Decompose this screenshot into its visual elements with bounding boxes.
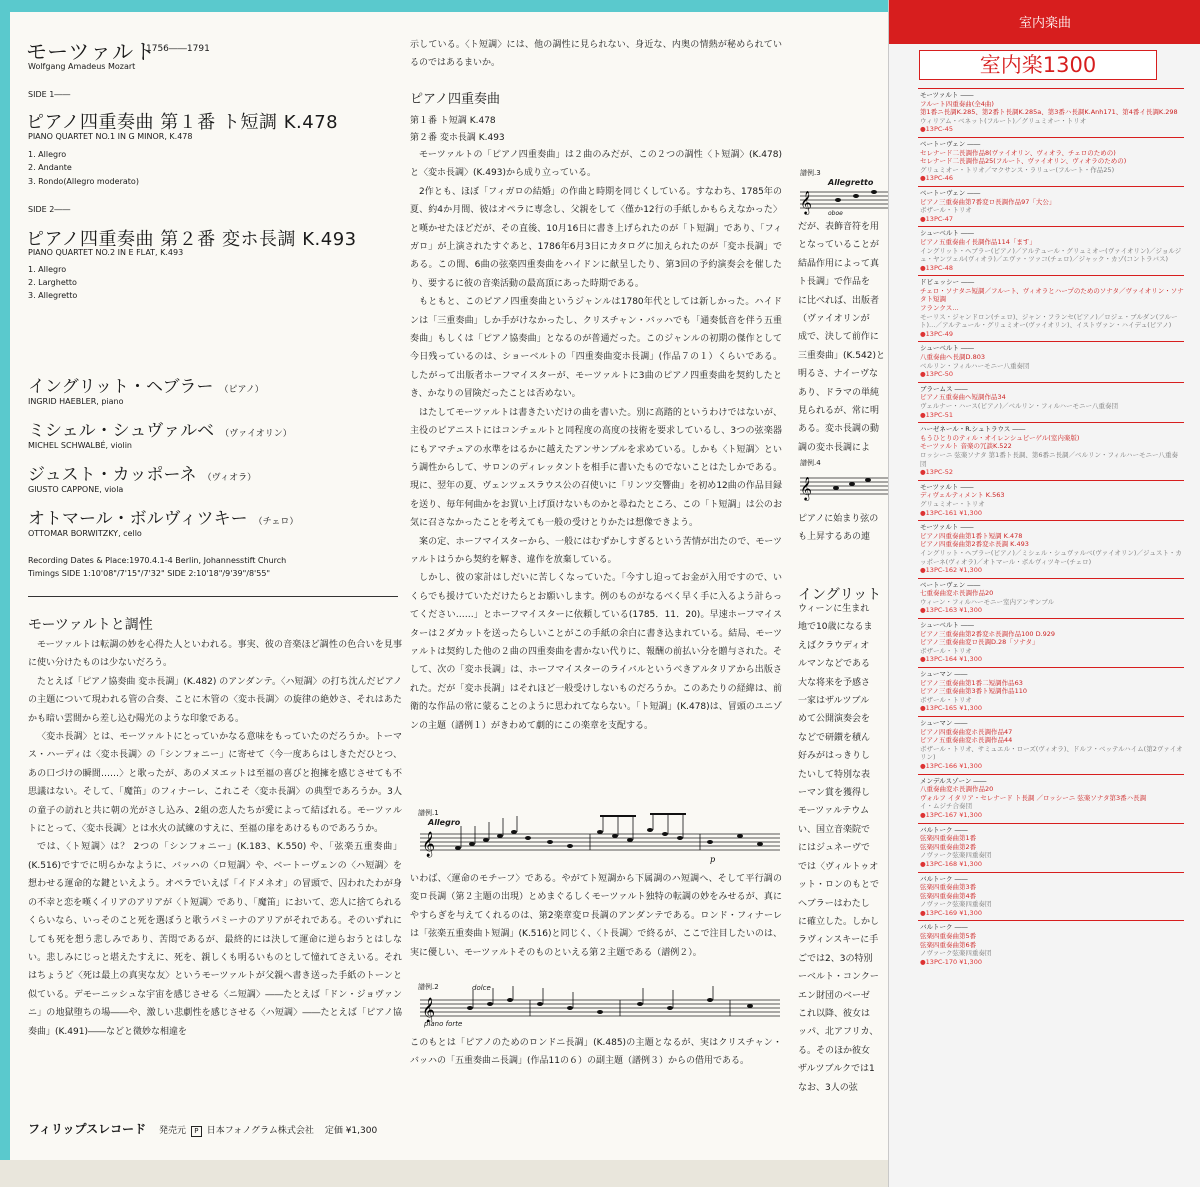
col3-line: たいして特別な表 xyxy=(798,769,871,780)
col3-line: あり、ドラマの単純 xyxy=(798,387,880,398)
col2-after-example2-text: このもとは「ピアノのためのロンドニ長調」(K.485)の主題となるが、実はクリスチャン・バッハの「五重奏曲ニ長調」(作品11の６）の副主題（譜例３）からの借用である。 xyxy=(410,1038,782,1067)
catalog-entry-cat: ●13PC-161 ¥1,300 xyxy=(920,508,982,517)
catalog-entry-title: フルート四重奏曲(全4曲) xyxy=(920,99,994,108)
col2-top-paragraph xyxy=(410,36,782,73)
example3-part: oboe xyxy=(828,210,843,217)
example2-dynamics: piano forte xyxy=(424,1020,463,1028)
catalog-entry-cat: ●13PC-169 ¥1,300 xyxy=(920,908,982,917)
catalog-entry-composer: ハーゼネール・R.シュトラウス ―― xyxy=(920,425,1026,434)
catalog-entry-title: ピアノ三重奏曲第7番変ロ長調作品97「大公」 xyxy=(920,197,1056,206)
col3-line: となっていることが xyxy=(798,240,880,251)
col3-line: エン財団のベーゼ xyxy=(798,990,870,1001)
catalog-entry xyxy=(918,382,1184,422)
catalog-entry-composer: シューベルト ―― xyxy=(920,344,974,353)
catalog-entry-cat: ●13PC-50 xyxy=(920,370,954,379)
catalog-entry-cat: ●13PC-48 xyxy=(920,263,954,272)
catalog-entry-cat: ●13PC-52 xyxy=(920,468,954,477)
catalog-entry-composer: モーツァルト ―― xyxy=(920,523,974,532)
col2-paragraph: 案の定、ホーフマイスターから、一般にはむずかしすぎるという苦情が出たので、モーツァルトはうから契約を解き、違作を放棄している。 xyxy=(410,536,782,565)
catalog-entry-detail: フランクス… xyxy=(920,304,959,313)
col3-line: ヘブラーはわたし xyxy=(798,898,870,909)
artist-schwalbe-en: MICHEL SCHWALBÉ, violin xyxy=(28,441,132,450)
col3-line: ルマンなどである xyxy=(798,659,871,670)
col3-line: 一家はザルツブル xyxy=(798,696,870,707)
record-company-icon: P xyxy=(191,1126,202,1137)
col3-line: ット・ロンのもとで xyxy=(798,880,880,891)
catalog-entry-composer: ベートーヴェン ―― xyxy=(920,580,981,589)
catalog-entry-cat: ●13PC-165 ¥1,300 xyxy=(920,704,982,713)
artist-borwitzky: オトマール・ボルヴィツキー （チェロ） xyxy=(28,509,299,529)
music-example-1 xyxy=(410,808,790,864)
catalog-entry-detail: 弦楽四重奏曲第2番 xyxy=(920,842,977,851)
catalog-entry-composer: ベートーヴェン ―― xyxy=(920,139,981,148)
catalog-entry-detail: ピアノ三重奏曲第3番ト短調作品110 xyxy=(920,687,1028,696)
artist-schwalbe: ミシェル・シュヴァルベ （ヴァイオリン） xyxy=(28,421,292,441)
catalog-entry-perf: ノヴァーク弦楽四重奏団 xyxy=(920,900,992,909)
col3-line: ーマン賞を獲得し xyxy=(798,788,871,799)
composer-years: 1756――1791 xyxy=(146,44,210,54)
catalog-entry xyxy=(918,88,1184,137)
obi-catalog-list xyxy=(918,88,1184,969)
side2-subtitle: PIANO QUARTET NO.2 IN E FLAT, K.493 xyxy=(28,248,184,257)
side1-movement-2: 2. Andante xyxy=(28,163,72,172)
catalog-entry-composer: モーツァルト ―― xyxy=(920,482,974,491)
recording-timings: Timings SIDE 1:10'08"/7'15"/7'32" SIDE 2:10'18"/9'39"/8'55" xyxy=(28,569,271,578)
example1-staff-svg xyxy=(410,808,790,864)
catalog-entry xyxy=(918,618,1184,667)
essay-heading: モーツァルトと調性 xyxy=(28,617,153,633)
side1-title: ピアノ四重奏曲 第１番 ト短調 K.478 xyxy=(26,112,339,133)
col2-paragraph: はたしてモーツァルトは書きたいだけの曲を書いた。別に高踏的というわけではないが、主役のピアニストにはコンチェルトと同程度の高度の技術を要求しているし、3つの弦楽器にもアマチュアの水準をはるかに越えたアンサンブルを求めている。しかも〈ト短調〉という調性からして、サロンのディレッタントを相手に書いたものでないことはたしかである。現に、翌年の夏、ヴェンツェスラウス公の召使いに「リンツ交響曲」を初め12曲の作品目録を送り、毎年何曲かをお買い上げ頂けないものかと尋ねたところ、この「ト短調」は公のお気に召さなかったことを考えても一般の受けとりかたは想像できよう。 xyxy=(410,407,782,529)
catalog-entry-title: ピアノ五重奏曲ヘ短調作品34 xyxy=(920,393,1006,402)
essay-body xyxy=(28,636,402,1041)
catalog-entry-title: ディヴェルティメント K.563 xyxy=(920,491,1005,500)
col3-line: なお、3人の弦 xyxy=(798,1082,858,1093)
catalog-entry-title: ピアノ四重奏曲変ホ長調作品47 xyxy=(920,727,1013,736)
artist-cappone: ジュスト・カッポーネ （ヴィオラ） xyxy=(28,465,257,485)
catalog-entry-perf: ノヴァーク弦楽四重奏団 xyxy=(920,851,992,860)
distributor-label: 発売元 xyxy=(158,1126,186,1136)
col3-line: 三重奏曲」(K.542)と xyxy=(798,350,885,361)
composer-name-en: Wolfgang Amadeus Mozart xyxy=(28,62,136,71)
catalog-entry-detail: セレナード二長調作品25(フルート、ヴァイオリン、ヴィオラのための) xyxy=(920,157,1127,166)
catalog-entry-composer: バルトーク ―― xyxy=(920,874,968,883)
col3-line: ある。変ホ長調の動 xyxy=(798,424,880,435)
catalog-entry-title: 弦楽四重奏曲第1番 xyxy=(920,834,977,843)
catalog-entry-perf: イングリット・ヘブラー(ピアノ)／ミシェル・シュヴァルベ(ヴァイオリン)／ジュスト・カッポーネ(ヴィオラ)／オトマール・ボルヴィツキー(チェロ) xyxy=(920,548,1182,566)
catalog-entry-perf: ウィーン・フィルハーモニー室内アンサンブル xyxy=(920,597,1055,606)
catalog-entry-detail: ピアノ五重奏曲変ホ長調作品44 xyxy=(920,736,1013,745)
catalog-entry-detail: 弦楽四重奏曲第6番 xyxy=(920,940,977,949)
catalog-entry-title: 八重奏曲ヘ長調D.803 xyxy=(920,353,985,362)
catalog-entry-title: チェロ・ソナタニ短調／フルート、ヴィオラとハープのためのソナタ／ヴァイオリン・ソナタト短調 xyxy=(920,286,1184,304)
col3-line: 見られるが、常に明 xyxy=(798,406,880,417)
col3-line: 地で10歳になるま xyxy=(798,622,873,633)
svg-text:p: p xyxy=(710,855,716,864)
catalog-entry-title: 弦楽四重奏曲第5番 xyxy=(920,932,977,941)
catalog-entry-title: ピアノ四重奏曲第1番ト短調 K.478 xyxy=(920,531,1023,540)
catalog-entry-title: ピアノ五重奏曲イ長調作品114「ます」 xyxy=(920,237,1036,246)
col3-line: 大な将来を予感さ xyxy=(798,677,871,688)
catalog-entry xyxy=(918,480,1184,520)
col3-line: る。そのほか彼女 xyxy=(798,1045,871,1056)
obi-category: 室内楽曲 xyxy=(1018,16,1071,31)
side1-subtitle: PIANO QUARTET NO.1 IN G MINOR, K.478 xyxy=(28,132,193,141)
catalog-entry-perf: ヴェルナー・ハース(ピアノ)／ベルリン・フィルハーモニー八重奏団 xyxy=(920,402,1118,410)
catalog-entry xyxy=(918,920,1184,969)
catalog-entry-title: ピアノ三重奏曲第2番変ホ長調作品100 D.929 xyxy=(920,629,1056,638)
catalog-entry-detail: ピアノ四重奏曲第2番変ホ長調 K.493 xyxy=(920,540,1029,549)
catalog-entry-cat: ●13PC-49 xyxy=(920,329,954,338)
essay-paragraph: 〈変ホ長調〉とは、モーツァルトにとっていかなる意味をもっていたのだろうか。トーマス・ハーディは〈変ホ長調〉の「シンフォニー」に寄せて〈今一度あらはしきただひとつ、あの口づけの瞬間……〉と歌ったが、あのメヌエットは至福の喜びと抱擁を感じさせても不思議はない。そして、「魔笛」のフィナーレ、これこそ〈変ホ長調〉の典型であろうか。3人の童子の訪れと共に朝の光がさし込み、2組の恋人たちが愛によって結ばれる。モーツァルトにとって、〈変ホ長調〉とは水火の試練のすえに、至福の扉をあけるものであろうか。 xyxy=(28,732,402,835)
catalog-entry xyxy=(918,667,1184,716)
col2-after-example1 xyxy=(410,870,782,962)
catalog-entry xyxy=(918,226,1184,275)
catalog-entry xyxy=(918,774,1184,823)
composer-name: モーツァルト xyxy=(26,40,157,64)
svg-text:𝄞: 𝄞 xyxy=(422,998,436,1022)
catalog-entry-composer: バルトーク ―― xyxy=(920,825,968,834)
catalog-entry-title: 八重奏曲変ホ長調作品20 xyxy=(920,785,994,794)
catalog-entry xyxy=(918,872,1184,921)
catalog-entry-cat: ●13PC-46 xyxy=(920,174,954,183)
col2-body xyxy=(410,146,782,735)
col3-line: に比べれば、出版者 xyxy=(798,295,880,306)
catalog-entry-composer: ベートーヴェン ―― xyxy=(920,188,981,197)
col3-line: ーベルト・コンクー xyxy=(798,972,879,983)
col3-line: ト長調」で作品を xyxy=(798,277,871,288)
svg-text:𝄞: 𝄞 xyxy=(422,832,436,857)
catalog-entry-cat: ●13PC-47 xyxy=(920,214,954,223)
col3-line: 調の変ホ長調によ xyxy=(798,442,871,453)
col3-text-b xyxy=(798,510,888,547)
col3-text-a xyxy=(798,218,888,457)
catalog-entry-cat: ●13PC-162 ¥1,300 xyxy=(920,566,982,575)
col3-line: では〈ヴィルトゥオ xyxy=(798,861,879,872)
col2-sub2: 第２番 変ホ長調 K.493 xyxy=(410,133,505,143)
catalog-entry-title: ピアノ三重奏曲第1番二短調作品63 xyxy=(920,678,1023,687)
example4-label: 譜例.4 xyxy=(800,459,821,467)
catalog-entry-detail: 第1番ニ長調K.285、第2番ト長調K.285a、第3番ハ長調K.Anh171、第4番イ長調K.298 xyxy=(920,108,1178,117)
catalog-entry-perf: ロッシーニ 弦楽ソナタ 第1番ト長調、第6番ニ長調／ベルリン・フィルハーモニー八重奏団 xyxy=(920,450,1178,468)
col2-after-example1-text: いわば、〈運命のモチーフ〉である。やがてト短調から下属調のハ短調へ、そして平行調の変ロ長調（第２主題の出現）とめまぐるしくモーツァルト独特の転調の妙をみせるが、真にやすらぎを与えてくれるのは、第2楽章変ロ長調のアンダンテである。ロンド・フィナーレは「弦楽五重奏曲ト短調」(K.516)と同じく、〈ト長調〉で終るが、ここで注目したいのは、実に優しい、モーツァルトそのものといえる第２主題である（譜例２）。 xyxy=(410,874,782,958)
col2-paragraph: モーツァルトの「ピアノ四重奏曲」は２曲のみだが、この２つの調性〈ト短調〉(K.478)と〈変ホ長調〉(K.493)から成り立っている。 xyxy=(410,150,782,179)
catalog-entry-perf: モーリス・ジャンドロン(チェロ)、ジャン・フランセ(ピアノ)／ロジェ・ブルダン(フルート)…／アルテュール・グリュミオー(ヴァイオリン)、イストヴァン・ハイデュ(ピアノ) xyxy=(920,312,1178,330)
artist-haebler-en: INGRID HAEBLER, piano xyxy=(28,397,124,406)
example3-tempo: Allegretto xyxy=(828,178,874,187)
side2-movement-2: 2. Larghetto xyxy=(28,278,77,287)
catalog-entry-cat: ●13PC-45 xyxy=(920,125,954,134)
catalog-entry-composer: シューベルト ―― xyxy=(920,229,974,238)
col2-sub1: 第１番 ト短調 K.478 xyxy=(410,116,496,126)
col3-line: にはジュネーヴで xyxy=(798,843,870,854)
col3-line: これ以降、彼女は xyxy=(798,1008,871,1019)
catalog-entry-perf: イングリット・ヘブラー(ピアノ)／アルテュール・グリュミオー(ヴァイオリン)／ジョルジュ・ヤンツェル(ヴィオラ)／エヴァ・ツァコ(チェロ)／ジャック・カゾ(コントラバス) xyxy=(920,246,1182,264)
col3-line: に確立した。しかし xyxy=(798,916,880,927)
col3-heading: イングリット xyxy=(798,587,882,603)
col3-line: 明るさ、ナイーヴな xyxy=(798,369,879,380)
example2-label: 譜例.2 xyxy=(418,983,439,991)
catalog-entry xyxy=(918,137,1184,186)
catalog-entry-cat: ●13PC-164 ¥1,300 xyxy=(920,655,982,664)
col2-section-head: ピアノ四重奏曲 xyxy=(410,92,500,107)
catalog-entry-perf: ボザール・トリオ、サミュエル・ローズ(ヴィオラ)、ドルフ・ベッテルハイム(第2ヴァイオリン) xyxy=(920,744,1183,762)
catalog-entry xyxy=(918,186,1184,226)
catalog-entry xyxy=(918,578,1184,618)
col3-line: ッパ、北アフリカ、 xyxy=(798,1027,879,1038)
catalog-entry-title: 七重奏曲変ホ長調作品20 xyxy=(920,589,994,598)
obi-series-title: 室内楽1300 xyxy=(919,50,1157,80)
col3-line: 好みがはっきりし xyxy=(798,751,871,762)
side1-movement-3: 3. Rondo(Allegro moderato) xyxy=(28,177,139,186)
artist-haebler: イングリット・ヘブラー （ピアノ） xyxy=(28,377,264,397)
side1-movement-1: 1. Allegro xyxy=(28,150,67,159)
catalog-entry-cat: ●13PC-163 ¥1,300 xyxy=(920,606,982,615)
col3-line: （ヴァイオリンが xyxy=(798,314,870,325)
catalog-entry-perf: ウィリアム・ベネット(フルート)／グリュミオー・トリオ xyxy=(920,116,1087,125)
catalog-entry-perf: ノヴァーク弦楽四重奏団 xyxy=(920,949,992,958)
catalog-entry xyxy=(918,520,1184,578)
catalog-entry-perf: ボザール・トリオ xyxy=(920,695,972,704)
catalog-entry-detail: 弦楽四重奏曲第4番 xyxy=(920,891,977,900)
essay-paragraph: たとえば「ピアノ協奏曲 変ホ長調」(K.482) のアンダンテ。〈ハ短調〉の打ち沈んだピアノの主題について現われる管の合奏、ことに木管の〈変ホ長調〉の旋律の絶妙さ、それはあたかも暗い雲間から差し込む陽光のような印象である。 xyxy=(28,676,402,724)
catalog-entry-composer: ブラームス ―― xyxy=(920,384,968,393)
catalog-entry-cat: ●13PC-167 ¥1,300 xyxy=(920,810,982,819)
col3-line: ピアノに始まり弦の xyxy=(798,514,879,524)
catalog-entry-cat: ●13PC-51 xyxy=(920,410,954,419)
catalog-entry-detail: ヴォルフ イタリア・セレナード ト長調 ／ロッシーニ 弦楽ソナタ第3番ハ長調 xyxy=(920,793,1147,802)
catalog-entry-perf: グリュミオー・トリオ／マクサンス・ラリュー(フルート・作品25) xyxy=(920,165,1115,174)
col3-line: も上昇するあの連 xyxy=(798,532,871,543)
catalog-entry-cat: ●13PC-170 ¥1,300 xyxy=(920,957,982,966)
price-label: 定価 xyxy=(324,1126,343,1136)
col3-line: ザルツブルクでは1 xyxy=(798,1064,875,1075)
side1-label: SIDE 1―― xyxy=(28,90,71,99)
example4-staff-svg xyxy=(798,458,888,506)
col3-line: ラヴィンスキーに手 xyxy=(798,935,879,946)
col2-paragraph: もともと、このピアノ四重奏曲というジャンルは1780年代としては新しかった。ハイドンは「三重奏曲」しか手がけなかったし、クリスチャン・バッハでも「通奏低音を伴う五重奏曲」もしくは「ピアノ協奏曲」となるのが普通だった。このジャンルの初期の傑作として今日残っているのは、ショーベルトの「四重奏曲変ホ長調」(作品７の１）くらいである。したがって出版者ホーフマイスターが、モーツァルトに3曲のピアノ四重奏曲を契約したとき、かなりの冒険だったことは否めない。 xyxy=(410,297,782,400)
company-name: 日本フォノグラム株式会社 xyxy=(206,1126,314,1136)
divider xyxy=(28,596,398,597)
svg-text:𝄞: 𝄞 xyxy=(800,476,812,500)
artist-cappone-en: GIUSTO CAPPONE, viola xyxy=(28,485,124,494)
catalog-entry-composer: ドビュッシー ―― xyxy=(920,278,975,287)
catalog-entry-composer: シューベルト ―― xyxy=(920,621,974,630)
svg-text:𝄞: 𝄞 xyxy=(800,190,812,214)
side2-title: ピアノ四重奏曲 第２番 変ホ長調 K.493 xyxy=(26,229,357,250)
catalog-entry-title: もうひとりのティル・オイレンシュピーゲル(室内楽版) xyxy=(920,433,1080,442)
side2-movement-1: 1. Allegro xyxy=(28,265,67,274)
catalog-entry-detail: ピアノ三重奏曲変ロ長調D.28「ソナタ」 xyxy=(920,638,1039,647)
col2-paragraph: しかし、彼の家計はしだいに苦しくなっていた。「今すし迫ってお金が入用ですので、いくらでも援けていただけたらとお願いします。例のものがなるべく早く手に入るよう計らってください……」とホーフマイスターに依頼している(1785．11．20)。早速ホーフマイスターは２ダカットを送ったらしいことがこの手紙の余白に書き込まれている。結局、モーツァルトは契約した他の２曲の四重奏曲を書かない代りに、報酬の前払い分を贈与された。そして、次の「変ホ長調」は、ホーフマイスターのライバルというべきアルタリアから出版された。だが「変ホ長調」はそれほど一般受けしないものだろうか。このあたりの経緯は、前衛的な作品の常に蒙ることのように思われてならない。「ト短調」(K.478)は、冒頭のユニゾンの主題（譜例１）がきわめて劇的にこの楽章を支配する。 xyxy=(410,573,782,731)
col2-after-example2 xyxy=(410,1034,782,1071)
catalog-entry xyxy=(918,716,1184,774)
catalog-entry xyxy=(918,823,1184,872)
catalog-entry-perf: グリュミオー・トリオ xyxy=(920,499,985,508)
catalog-entry-composer: シューマン ―― xyxy=(920,670,968,679)
side2-movement-3: 3. Allegretto xyxy=(28,291,78,300)
recording-dates: Recording Dates & Place:1970.4.1-4 Berlin, Johannesstift Church xyxy=(28,556,287,565)
essay-paragraph: では、〈ト短調〉は？ 2つの「シンフォニー」(K.183、K.550) や、「弦楽五重奏曲」(K.516)ですでに明らかなように、バッハの〈ロ短調〉や、ベートーヴェンの〈ハ短調〉を想わせる運命的な鍵といえよう。オペラでいえば「イドメネオ」の冒頭で、囚われたわが身の不幸と恋を嘆くイリアのアリアが〈ト短調〉であり、「魔笛」において、恋人に捨てられるくらいなら、いっそのこと死を選ぼうと歌うパミーナのアリアがそれである。そのいずれにしても死を想う悲しみであり、苦悶であるが、最終的には決して運命に逆らおうとはしない。悲しみにじっと堪えたすえに、死を、親しくも明るいものとして憧れてさえいる。それはちょうど〈死は最上の真実な友〉というモーツァルトが父親へ書き送った手紙のトーンと似ている。デモーニッシュな宇宙を感じさせる〈ニ短調〉――たとえば「ドン・ジョヴァンニ」の地獄堕ちの場――や、激しい悲劇性を感じさせる〈ハ短調〉――たとえば「ピアノ協奏曲」(K.491)――などと微妙な相違を xyxy=(28,842,402,1037)
example3-label: 譜例.3 xyxy=(800,169,821,177)
example1-label: 譜例.1 xyxy=(418,809,439,817)
footer xyxy=(28,1120,377,1137)
example2-staff-svg xyxy=(410,982,790,1022)
col3-line: モーツァルテウム xyxy=(798,806,870,817)
col2-paragraph: 2作とも、ほぼ「フィガロの結婚」の作曲と時期を同じくしている。すなわち、1785年の夏、約4か月間、彼はオペラに専念し、父親をして〈僅か12行の手紙しかもらえなかった〉と嘆かせたほどだが、その直後、10月16日に書き上げられたのが「ト短調」であり、「フィガロ」が上演されたすぐあと、1786年6月3日にカタログに加えられたのが「変ホ長調」である。この間、6曲の弦楽四重奏曲をハイドンに献呈したり、第3回の予約演奏会を催したり、要するに彼の音楽活動の最高頂にあった時期である。 xyxy=(410,186,782,289)
catalog-entry-composer: メンデルスゾーン ―― xyxy=(920,776,987,785)
catalog-entry-composer: シューマン ―― xyxy=(920,719,968,727)
catalog-entry-composer: モーツァルト ―― xyxy=(920,91,974,99)
col3-line: 成で、決して前作に xyxy=(798,332,879,343)
catalog-entry-title: セレナード二長調作品8(ヴァイオリン、ヴィオラ、チェロのための) xyxy=(920,148,1116,157)
example2-dolce: dolce xyxy=(472,984,491,992)
music-example-2 xyxy=(410,982,790,1030)
catalog-entry xyxy=(918,422,1184,480)
catalog-entry-cat: ●13PC-168 ¥1,300 xyxy=(920,859,982,868)
side2-label: SIDE 2―― xyxy=(28,205,71,214)
col3-line: だが、表飾音符を用 xyxy=(798,222,880,232)
catalog-entry-perf: ボザール・トリオ xyxy=(920,646,972,655)
price: ¥1,300 xyxy=(345,1126,378,1136)
col2-top-text: 示している。〈ト短調〉には、他の調性に見られない、身近な、内奥の情熱が秘められているのではあるまいか。 xyxy=(410,40,782,69)
label-name: フィリップスレコード xyxy=(28,1122,147,1136)
catalog-entry xyxy=(918,275,1184,341)
artist-borwitzky-en: OTTOMAR BORWITZKY, cello xyxy=(28,529,142,538)
music-example-4 xyxy=(798,458,888,506)
catalog-entry-cat: ●13PC-166 ¥1,300 xyxy=(920,761,982,770)
col3-line: 結晶作用によって真 xyxy=(798,258,880,269)
col3-line: めて公開演奏会を xyxy=(798,714,871,725)
catalog-entry-composer: バルトーク ―― xyxy=(920,923,968,932)
catalog-entry-perf: イ・ムジチ合奏団 xyxy=(920,802,972,811)
col3-line: い、国立音楽院で xyxy=(798,824,871,835)
col3-line: えばクラウディオ xyxy=(798,640,870,651)
col3-line: ウィーンに生まれ xyxy=(798,604,870,614)
col3-line: などで研鑚を積ん xyxy=(798,732,871,743)
catalog-entry-perf: ボザール・トリオ xyxy=(920,206,972,215)
catalog-entry-perf: ベルリン・フィルハーモニー八重奏団 xyxy=(920,361,1030,370)
col3-text-c xyxy=(798,600,888,1097)
essay-paragraph: モーツァルトは転調の妙を心得た人といわれる。事実、彼の音楽ほど調性の色合いを見事に使い分けたものは少ないだろう。 xyxy=(28,640,402,669)
catalog-entry-title: 弦楽四重奏曲第3番 xyxy=(920,883,977,892)
catalog-entry xyxy=(918,341,1184,381)
catalog-entry-detail: モーツァルト 音楽の冗談K.522 xyxy=(920,442,1012,451)
col3-line: ごでは2、3の特別 xyxy=(798,953,873,964)
example1-tempo: Allegro xyxy=(428,818,461,827)
